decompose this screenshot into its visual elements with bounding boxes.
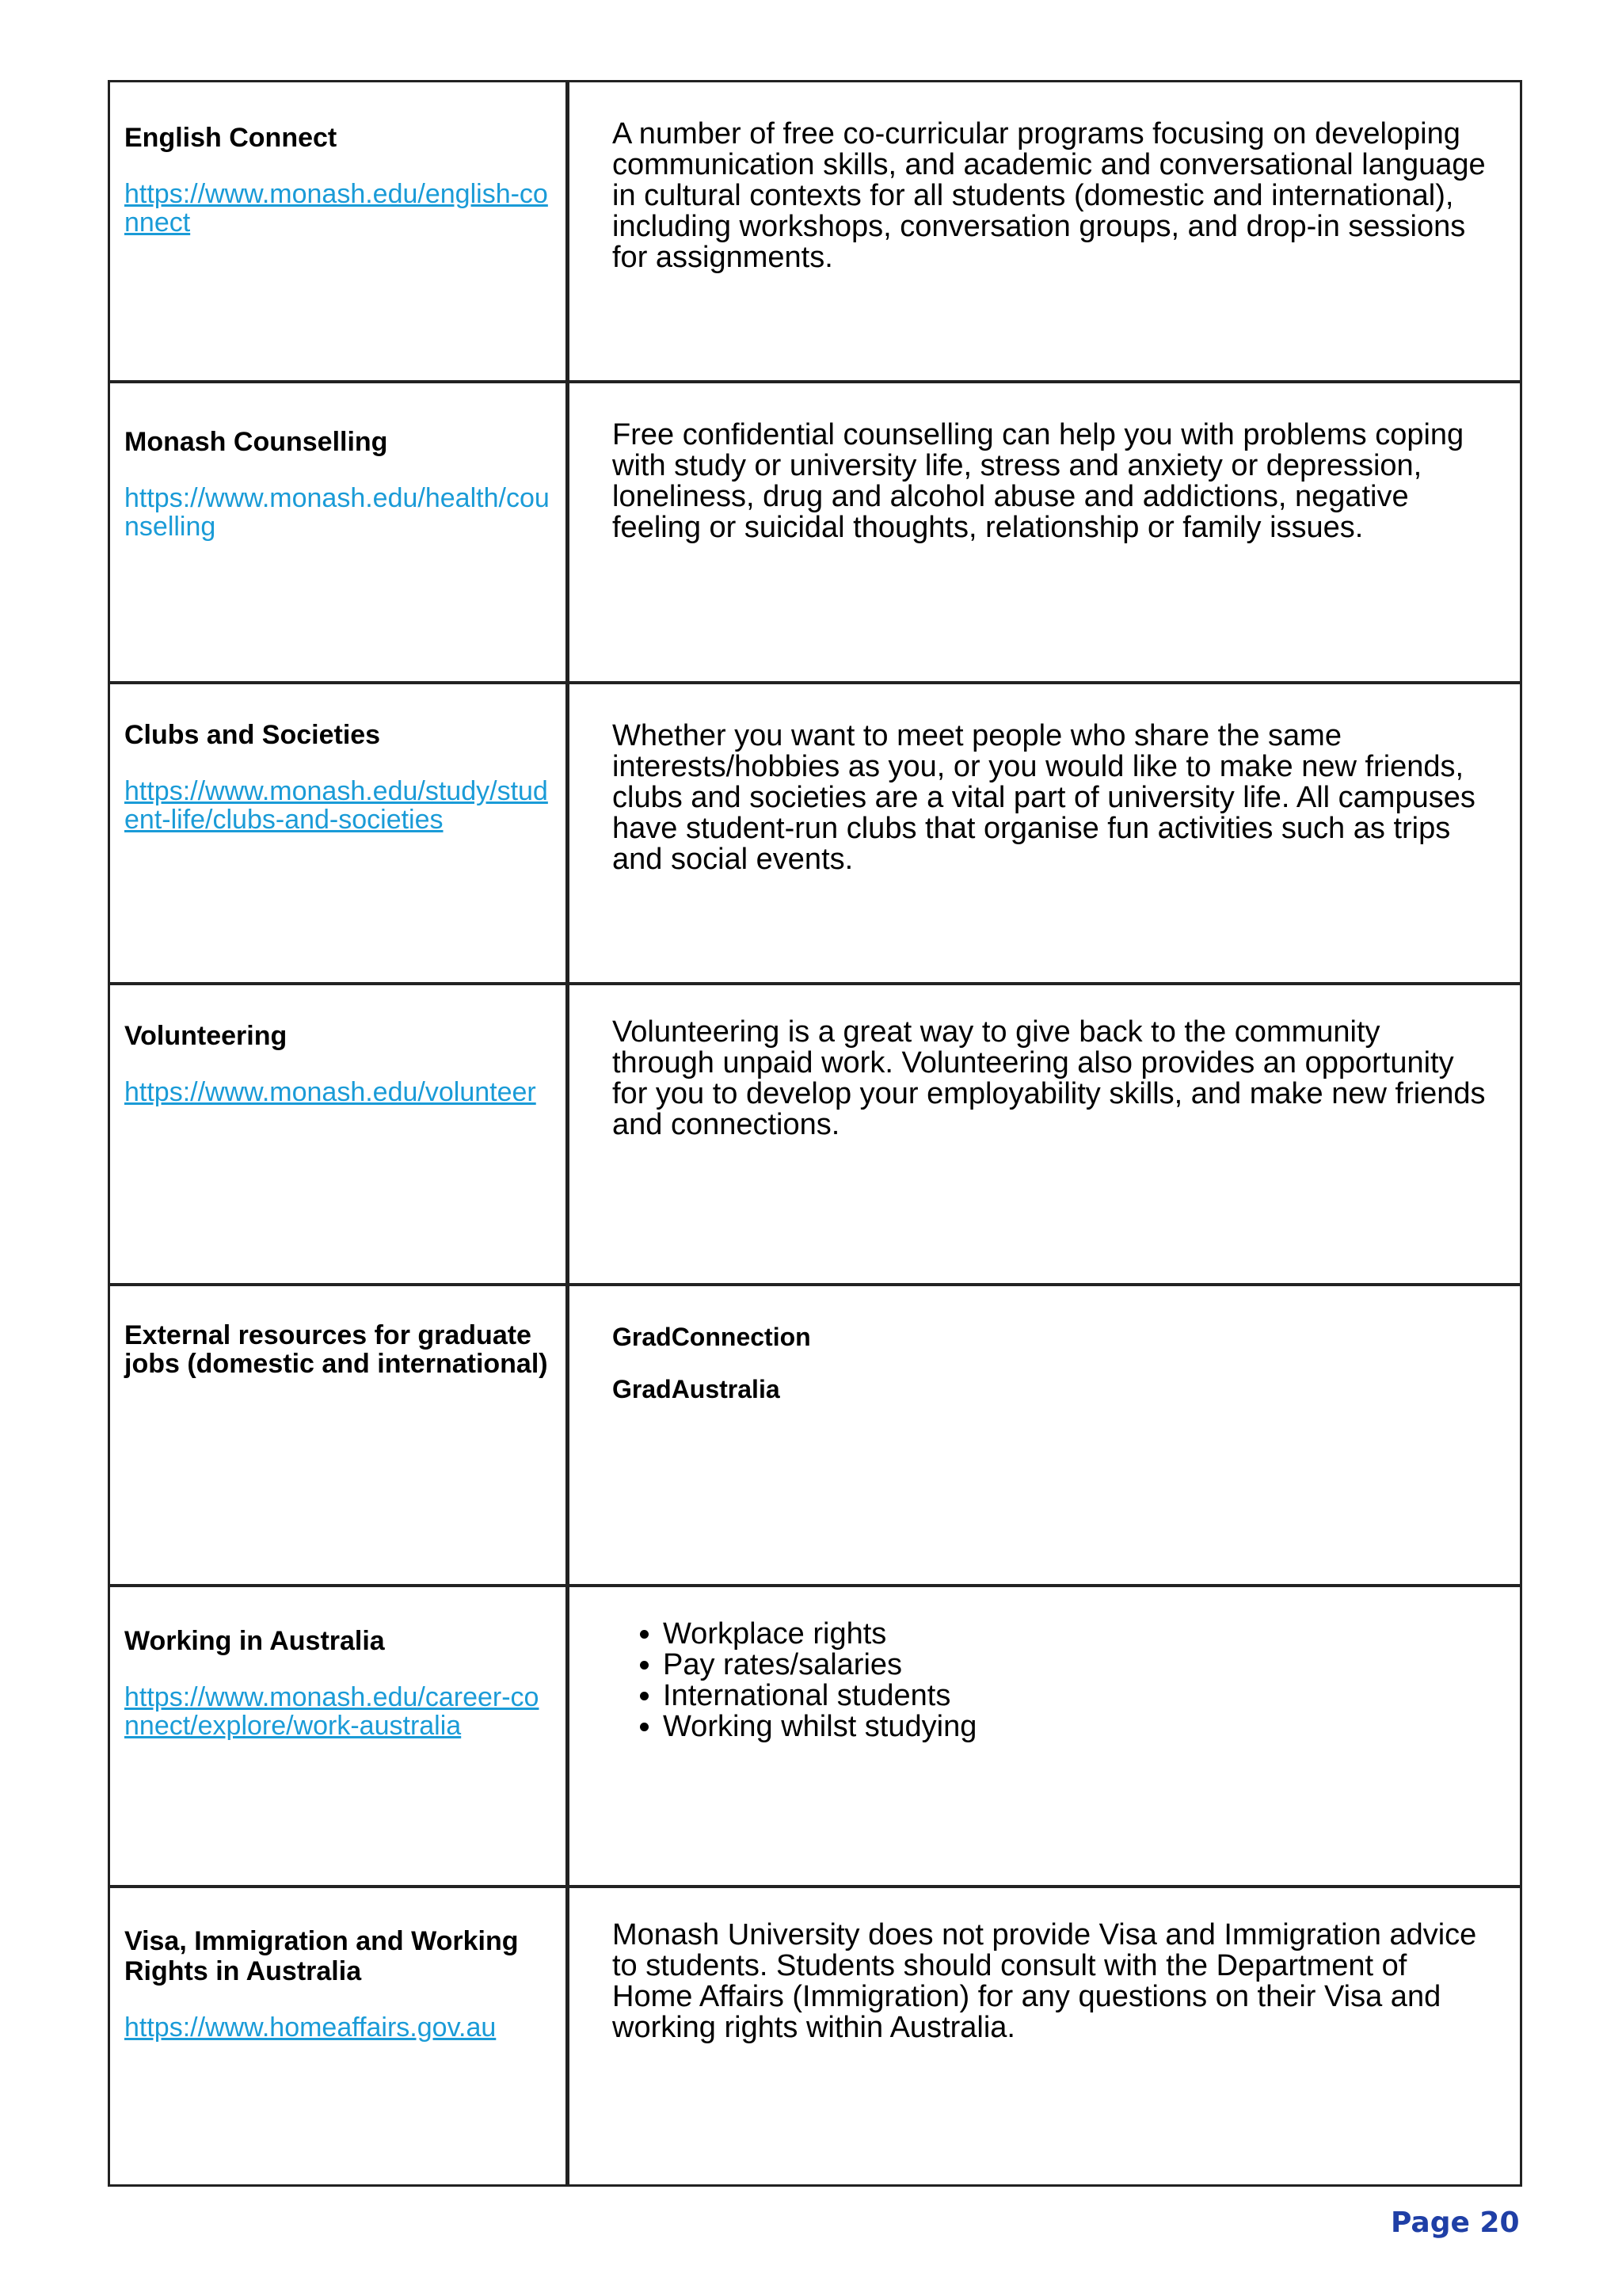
resource-name-cell bbox=[110, 985, 569, 1283]
resource-description: Volunteering is a great way to give back to the community through unpaid work. Volunteering also provides an opportunity for you to develop your employability skills, and make new friends and connections. bbox=[612, 1015, 1486, 1141]
table-row bbox=[110, 1286, 1520, 1587]
list-item: • Pay rates/salaries bbox=[663, 1650, 1488, 1681]
table-row bbox=[110, 1888, 1520, 2184]
resource-item-gradaustralia: GradAustralia bbox=[612, 1375, 780, 1403]
resource-description-cell bbox=[569, 1888, 1520, 2184]
bullet-list bbox=[612, 1619, 1488, 1742]
resource-title: Visa, Immigration and Working Rights in Australia bbox=[124, 1926, 519, 1986]
resource-title: English Connect bbox=[124, 123, 337, 153]
resource-description: Whether you want to meet people who share the same interests/hobbies as you, or you would like to make new friends, clubs and societies are a vital part of university life. All campuses have student-run clubs that organise fun activities such as trips and social events. bbox=[612, 719, 1475, 876]
resource-description: A number of free co-curricular programs focusing on developing communication skills, and academic and conversational language in cultural contexts for all students (domestic and international), including workshops, conversation groups, and drop-in sessions for assignments. bbox=[612, 117, 1486, 274]
resource-title: External resources for graduate jobs (domestic and international) bbox=[124, 1320, 548, 1379]
resource-description-cell bbox=[569, 383, 1520, 681]
list-item: • Working whilst studying bbox=[663, 1712, 1488, 1742]
resource-title: Clubs and Societies bbox=[124, 720, 381, 750]
resource-description-cell bbox=[569, 82, 1520, 380]
resource-description-cell bbox=[569, 1286, 1520, 1584]
resource-description-cell bbox=[569, 684, 1520, 982]
resource-title: Working in Australia bbox=[124, 1626, 385, 1656]
resource-description: Free confidential counselling can help you with problems coping with study or university life, stress and anxiety or depression, loneliness, drug and alcohol abuse and addictions, negative feeling or suicidal thoughts, relationship or family issues. bbox=[612, 418, 1464, 544]
table-row bbox=[110, 985, 1520, 1286]
table-row bbox=[110, 1587, 1520, 1888]
table-row bbox=[110, 383, 1520, 684]
resource-link[interactable]: https://www.monash.edu/career-connect/explore/work-australia bbox=[124, 1682, 539, 1741]
resource-link[interactable]: https://www.monash.edu/english-connect bbox=[124, 179, 548, 238]
resource-item-gradconnection: GradConnection bbox=[612, 1323, 811, 1351]
resource-table bbox=[108, 80, 1522, 2187]
table-row bbox=[110, 684, 1520, 985]
resource-link[interactable]: https://www.monash.edu/health/counselling bbox=[124, 483, 550, 542]
resource-description: Monash University does not provide Visa and Immigration advice to students. Students should consult with the Department of Home Affairs (Immigration) for any questions on their Visa and working rights within Australia. bbox=[612, 1918, 1477, 2044]
resource-description-cell bbox=[569, 985, 1520, 1283]
resource-name-cell bbox=[110, 1587, 569, 1885]
resource-name-cell bbox=[110, 383, 569, 681]
resource-description-cell bbox=[569, 1587, 1520, 1885]
list-item: • International students bbox=[663, 1681, 1488, 1712]
resource-title: Volunteering bbox=[124, 1021, 287, 1051]
resource-link[interactable]: https://www.monash.edu/study/student-life/clubs-and-societies bbox=[124, 776, 548, 835]
resource-name-cell bbox=[110, 1888, 569, 2184]
resource-title: Monash Counselling bbox=[124, 427, 388, 457]
resource-name-cell bbox=[110, 684, 569, 982]
resource-name-cell bbox=[110, 82, 569, 380]
resource-link[interactable]: https://www.homeaffairs.gov.au bbox=[124, 2012, 497, 2043]
page-number: Page 20 bbox=[1391, 2207, 1520, 2239]
list-item: • Workplace rights bbox=[663, 1619, 1488, 1650]
resource-link[interactable]: https://www.monash.edu/volunteer bbox=[124, 1077, 536, 1107]
table-row bbox=[110, 82, 1520, 383]
resource-name-cell bbox=[110, 1286, 569, 1584]
